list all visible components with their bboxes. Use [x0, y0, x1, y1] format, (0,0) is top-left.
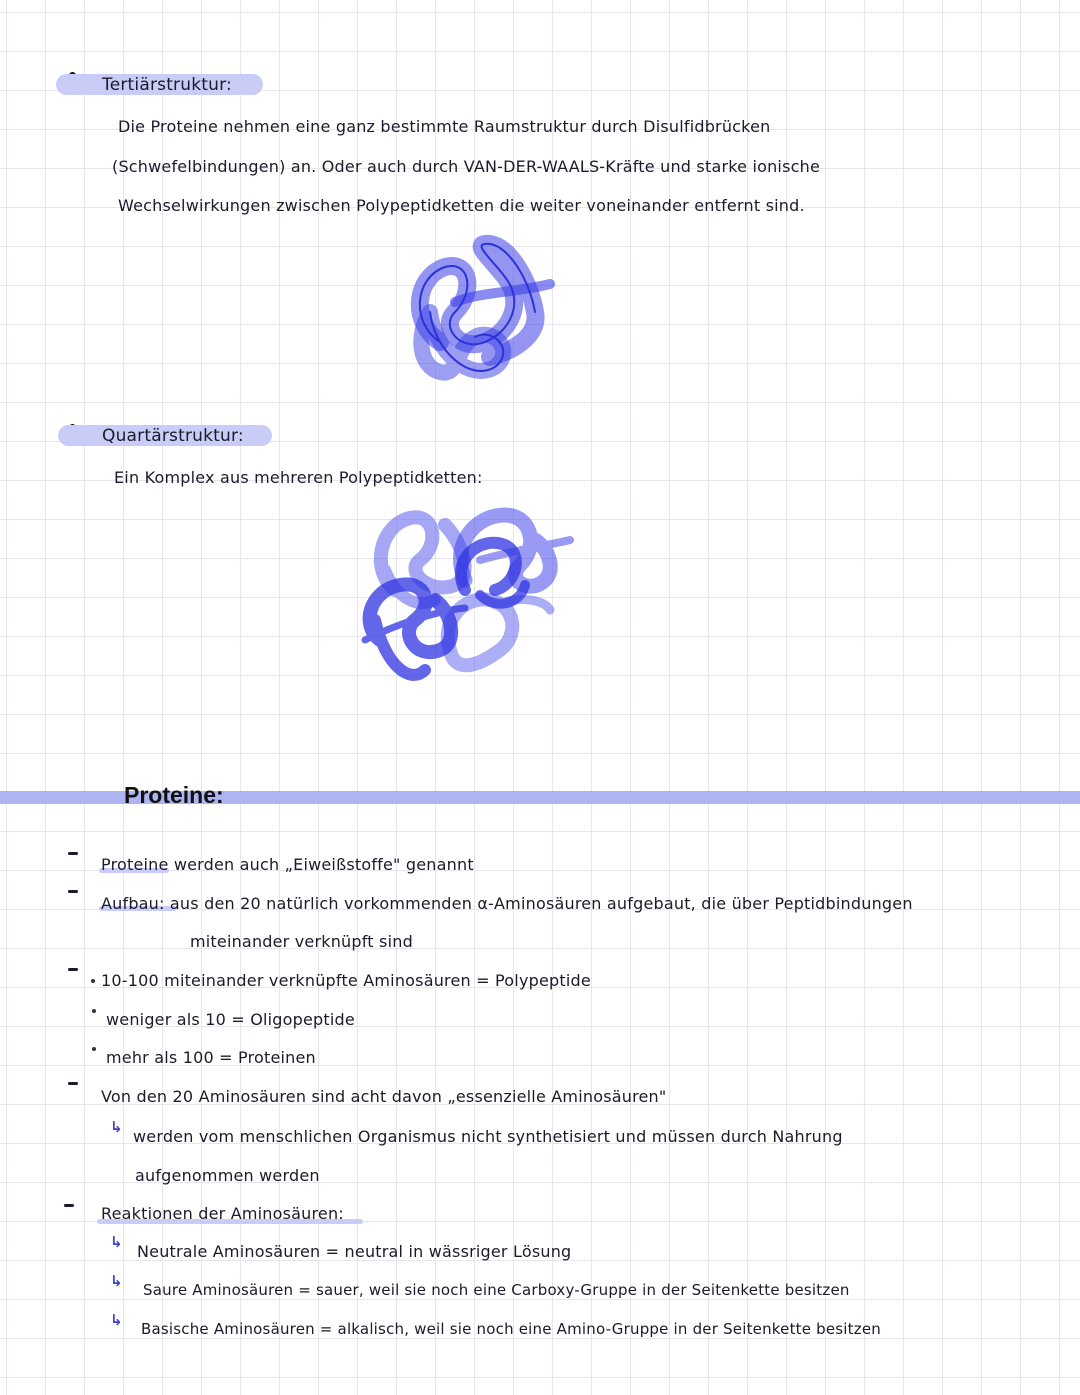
reactions-heading: Reaktionen der Aminosäuren:	[101, 1204, 344, 1223]
sub-item-proteins: mehr als 100 = Proteinen	[106, 1048, 316, 1067]
quaternary-structure-drawing	[355, 500, 585, 695]
reaction-acidic: Saure Aminosäuren = sauer, weil sie noch eine Carboxy-Gruppe in der Seitenkette besitzen	[143, 1281, 850, 1299]
list-dash	[68, 852, 78, 855]
list-dash	[64, 1204, 74, 1207]
list-item-2-continuation: miteinander verknüpft sind	[190, 932, 413, 951]
quaternary-heading: Quartärstruktur:	[102, 426, 244, 446]
quaternary-line: Ein Komplex aus mehreren Polypeptidketten:	[114, 468, 483, 487]
tertiary-structure-drawing	[400, 232, 570, 392]
sub-bullet-dot	[91, 979, 95, 983]
list-dash	[68, 890, 78, 893]
proteins-heading: Proteine:	[124, 782, 224, 808]
list-item-2	[101, 894, 913, 913]
reaction-neutral: Neutrale Aminosäuren = neutral in wässriger Lösung	[137, 1242, 572, 1261]
tertiary-heading: Tertiärstruktur:	[102, 75, 232, 95]
sub-item-oligopeptide: weniger als 10 = Oligopeptide	[106, 1010, 355, 1029]
arrow-icon: ↳	[110, 1233, 123, 1251]
list-item-2-text: aus den 20 natürlich vorkommenden α-Aminosäuren aufgebaut, die über Peptidbindungen	[169, 894, 913, 913]
arrow-icon: ↳	[110, 1272, 123, 1290]
list-dash	[68, 968, 78, 971]
list-item-essential: Von den 20 Aminosäuren sind acht davon „essenzielle Aminosäuren"	[101, 1087, 667, 1106]
list-item-1-text: werden auch „Eiweißstoffe" genannt	[173, 855, 474, 874]
arrow-icon: ↳	[110, 1118, 123, 1136]
sub-item-polypeptide: 10-100 miteinander verknüpfte Aminosäuren = Polypeptide	[101, 971, 591, 990]
essential-explanation: werden vom menschlichen Organismus nicht synthetisiert und müssen durch Nahrung	[133, 1127, 843, 1146]
sub-bullet-dot	[92, 1009, 96, 1013]
reaction-basic: Basische Aminosäuren = alkalisch, weil sie noch eine Amino-Gruppe in der Seitenkette besitzen	[141, 1320, 881, 1338]
list-item-1	[101, 855, 474, 874]
list-item-1-highlight: Proteine	[101, 855, 169, 874]
essential-explanation-continuation: aufgenommen werden	[135, 1166, 320, 1185]
tertiary-line-3: Wechselwirkungen zwischen Polypeptidketten die weiter voneinander entfernt sind.	[118, 196, 805, 215]
list-item-2-highlight: Aufbau:	[101, 894, 165, 913]
sub-bullet-dot	[92, 1047, 96, 1051]
tertiary-line-1: Die Proteine nehmen eine ganz bestimmte Raumstruktur durch Disulfidbrücken	[118, 117, 771, 136]
list-dash	[68, 1082, 78, 1085]
arrow-icon: ↳	[110, 1311, 123, 1329]
tertiary-line-2: (Schwefelbindungen) an. Oder auch durch VAN-DER-WAALS-Kräfte und starke ionische	[112, 157, 820, 176]
